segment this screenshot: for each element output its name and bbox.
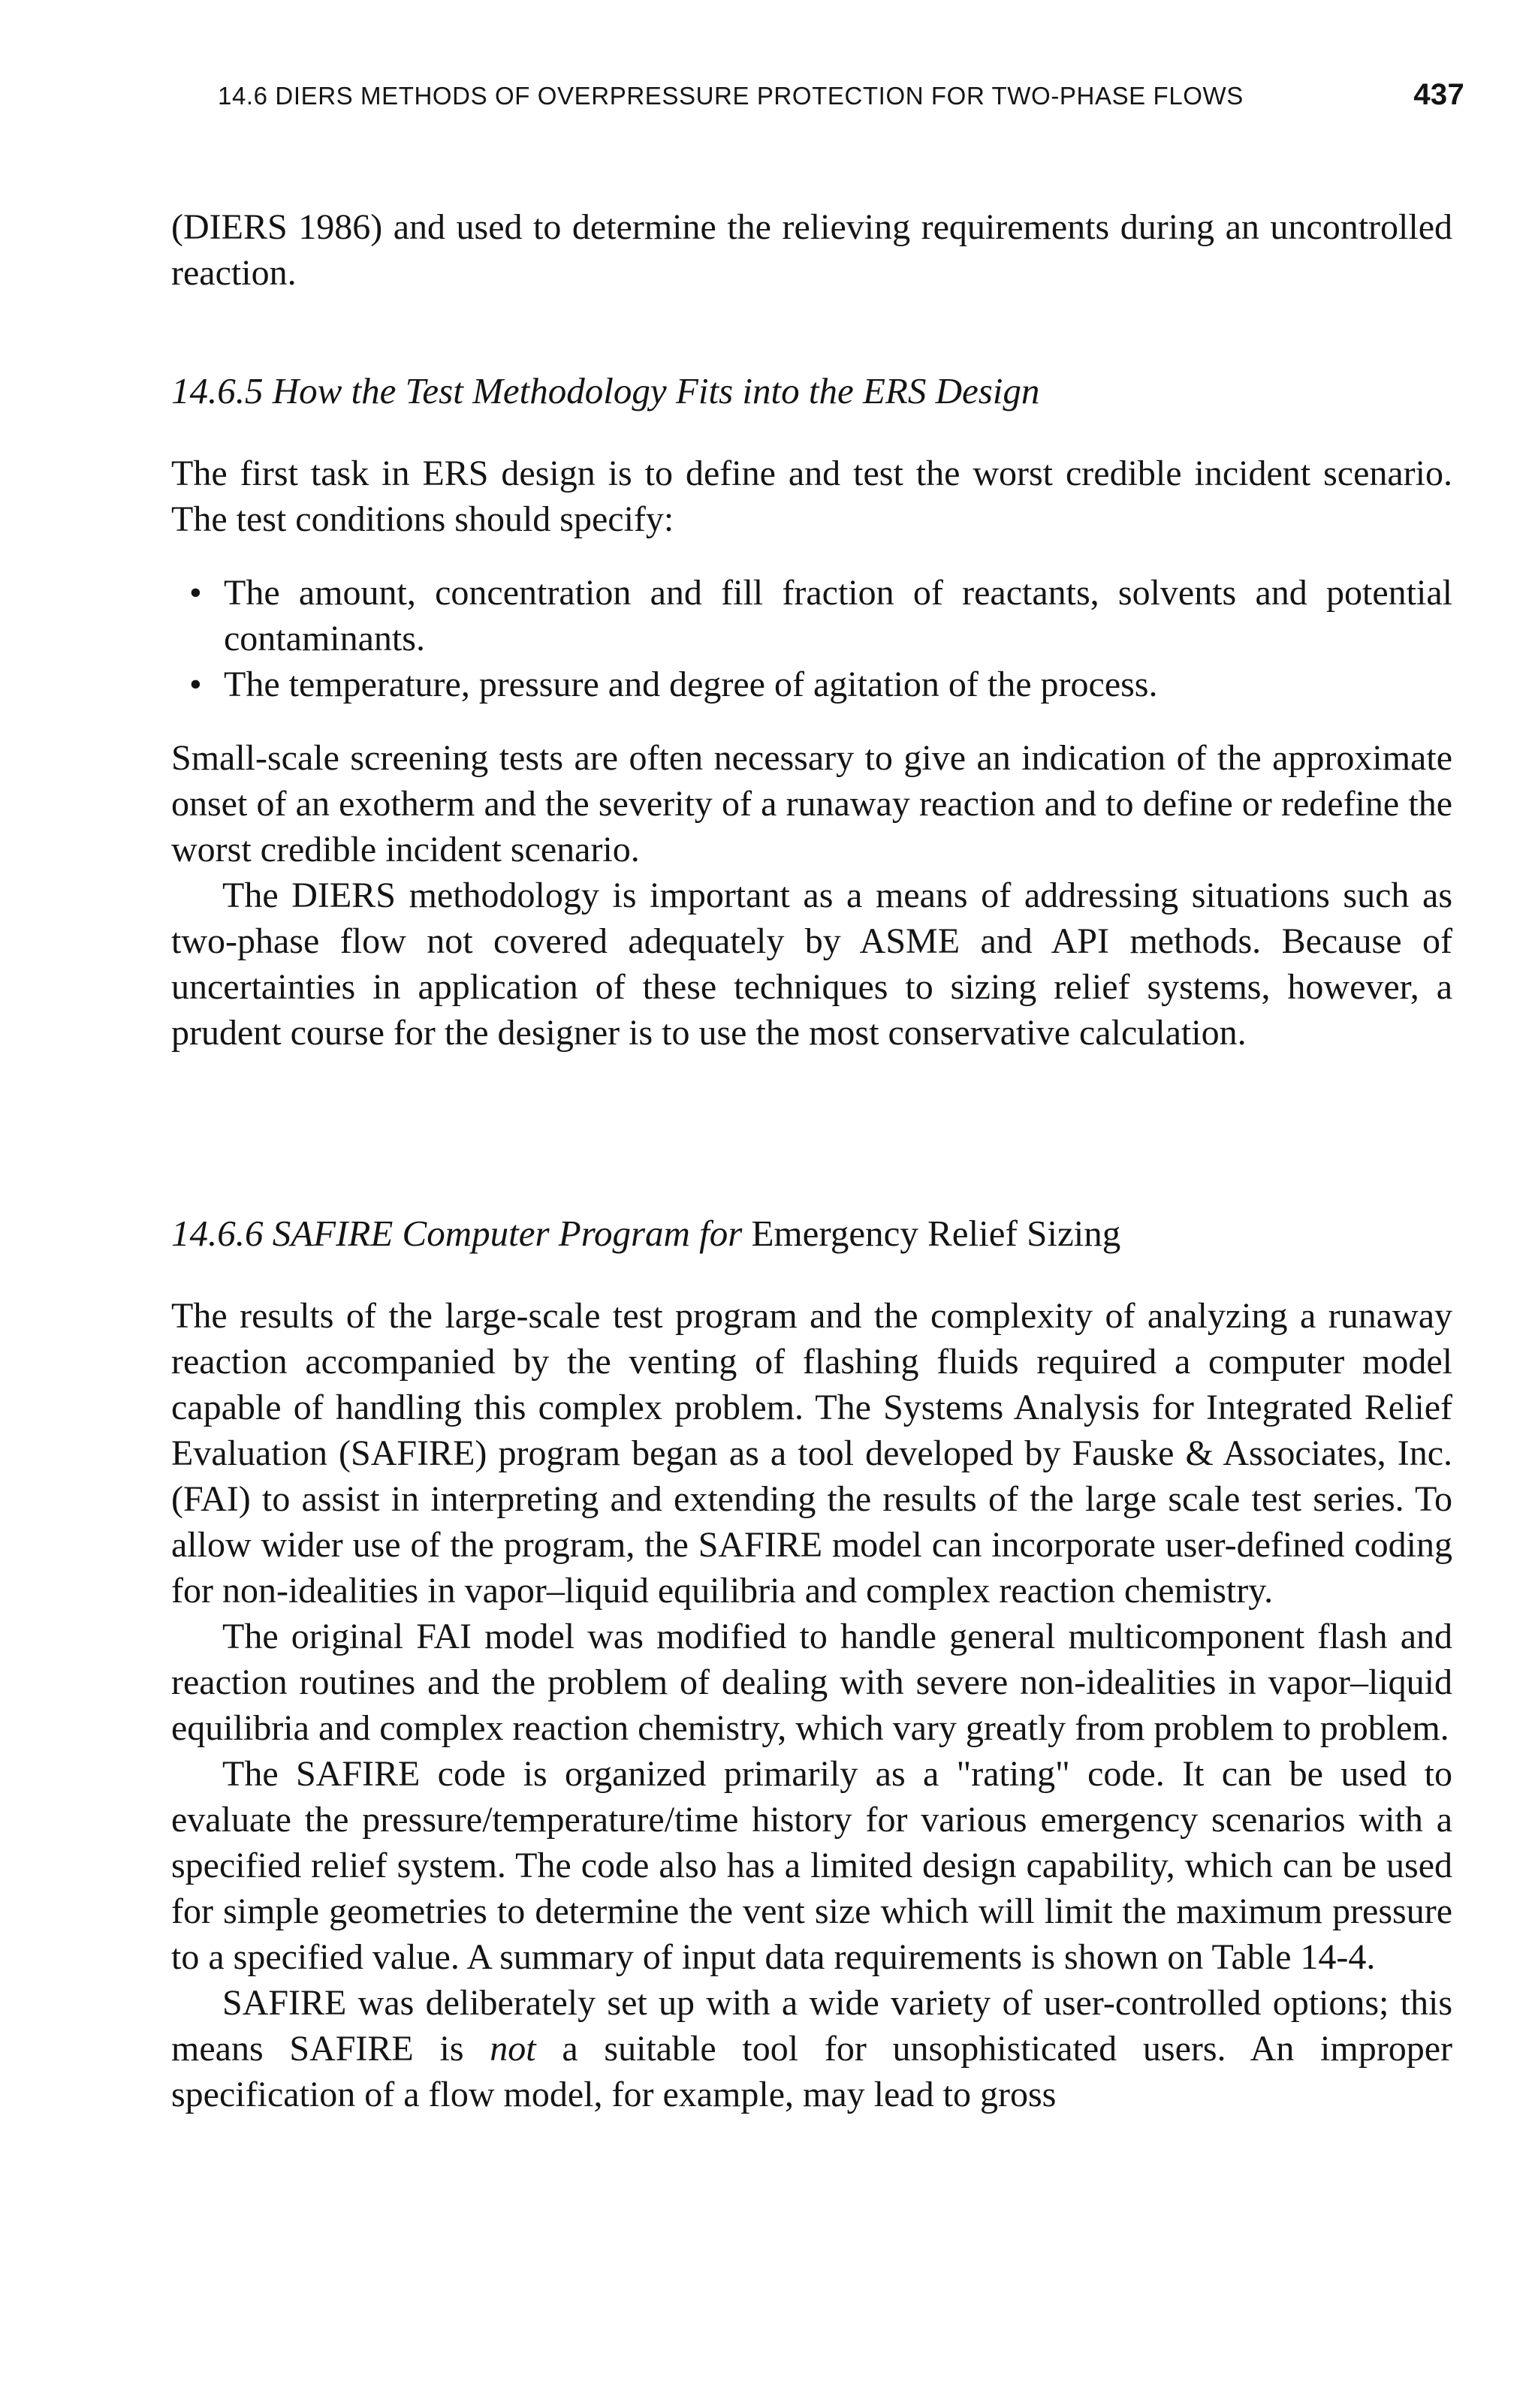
section-title: How the Test Methodology Fits into the ERS Design — [272, 370, 1040, 411]
section-heading-14-6-6 — [171, 1210, 1452, 1256]
section-number: 14.6.5 — [171, 370, 264, 411]
section-14-6-5-body — [171, 735, 1452, 1056]
paragraph: Small-scale screening tests are often necessary to give an indication of the approximate onset of an exotherm and the severity of a runaway reaction and to define or redefine the worst credible incident scenario. — [171, 738, 1452, 869]
running-title: 14.6 DIERS METHODS OF OVERPRESSURE PROTECTION FOR TWO-PHASE FLOWS — [218, 82, 1244, 110]
intro-paragraph — [171, 204, 1452, 296]
section-14-6-5-intro — [171, 451, 1452, 542]
paragraph-text: SAFIRE was deliberately set up with a wide variety of user-controlled options; this means SAFIRE is — [171, 1983, 1452, 2069]
list-item-text: The amount, concentration and fill fraction of reactants, solvents and potential contaminants. — [224, 573, 1452, 659]
list-item — [171, 662, 1452, 707]
paragraph: The original FAI model was modified to handle general multicomponent flash and reaction routines and the problem of dealing with severe non-idealities in vapor–liquid equilibria and complex reaction chemistry, which vary greatly from problem to problem. — [171, 1617, 1452, 1748]
section-14-6-6-body — [171, 1293, 1452, 2117]
page-number: 437 — [1413, 78, 1464, 111]
running-head — [218, 78, 1464, 112]
intro-text: (DIERS 1986) and used to determine the relieving requirements during an uncontrolled reaction. — [171, 207, 1452, 293]
list-item-text: The temperature, pressure and degree of agitation of the process. — [224, 665, 1158, 704]
bullet-icon: • — [189, 665, 202, 704]
paragraph: The first task in ERS design is to define and test the worst credible incident scenario. The test conditions should specify: — [171, 454, 1452, 539]
section-heading-14-6-5 — [171, 368, 1452, 414]
emphasis-text: not — [490, 2029, 536, 2069]
paragraph-text: a suitable tool for unsophisticated users. An improper specification of a flow model, for example, may lead to gross — [171, 2029, 1453, 2114]
section-number: 14.6.6 — [171, 1213, 264, 1254]
paragraph — [171, 1980, 1452, 2117]
test-conditions-list — [171, 570, 1452, 707]
paragraph: The results of the large-scale test program and the complexity of analyzing a runaway reaction accompanied by the venting of flashing fluids required a computer model capable of handling this complex problem. The Systems Analysis for Integrated Relief Evaluation (SAFIRE) program began as a tool developed by Fauske & Associates, Inc. (FAI) to assist in interpreting and extending the results of the large scale test series. To allow wider use of the program, the SAFIRE model can incorporate user-defined coding for non-idealities in vapor–liquid equilibria and complex reaction chemistry. — [171, 1296, 1452, 1611]
section-title-italic: SAFIRE Computer Program for — [272, 1213, 743, 1254]
paragraph: The SAFIRE code is organized primarily as a "rating" code. It can be used to evaluate the pressure/temperature/time history for various emergency scenarios with a specified relief system. The code also has a limited design capability, which can be used for simple geometries to determine the vent size which will limit the maximum pressure to a specified value. A summary of input data requirements is shown on Table 14-4. — [171, 1754, 1452, 1977]
list-item — [171, 570, 1452, 662]
paragraph: The DIERS methodology is important as a means of addressing situations such as two-phase flow not covered adequately by ASME and API methods. Because of uncertainties in application of these techniques to sizing relief systems, however, a prudent course for the designer is to use the most conservative calculation. — [171, 875, 1452, 1053]
section-title-roman: Emergency Relief Sizing — [751, 1213, 1121, 1254]
bullet-icon: • — [189, 573, 202, 613]
